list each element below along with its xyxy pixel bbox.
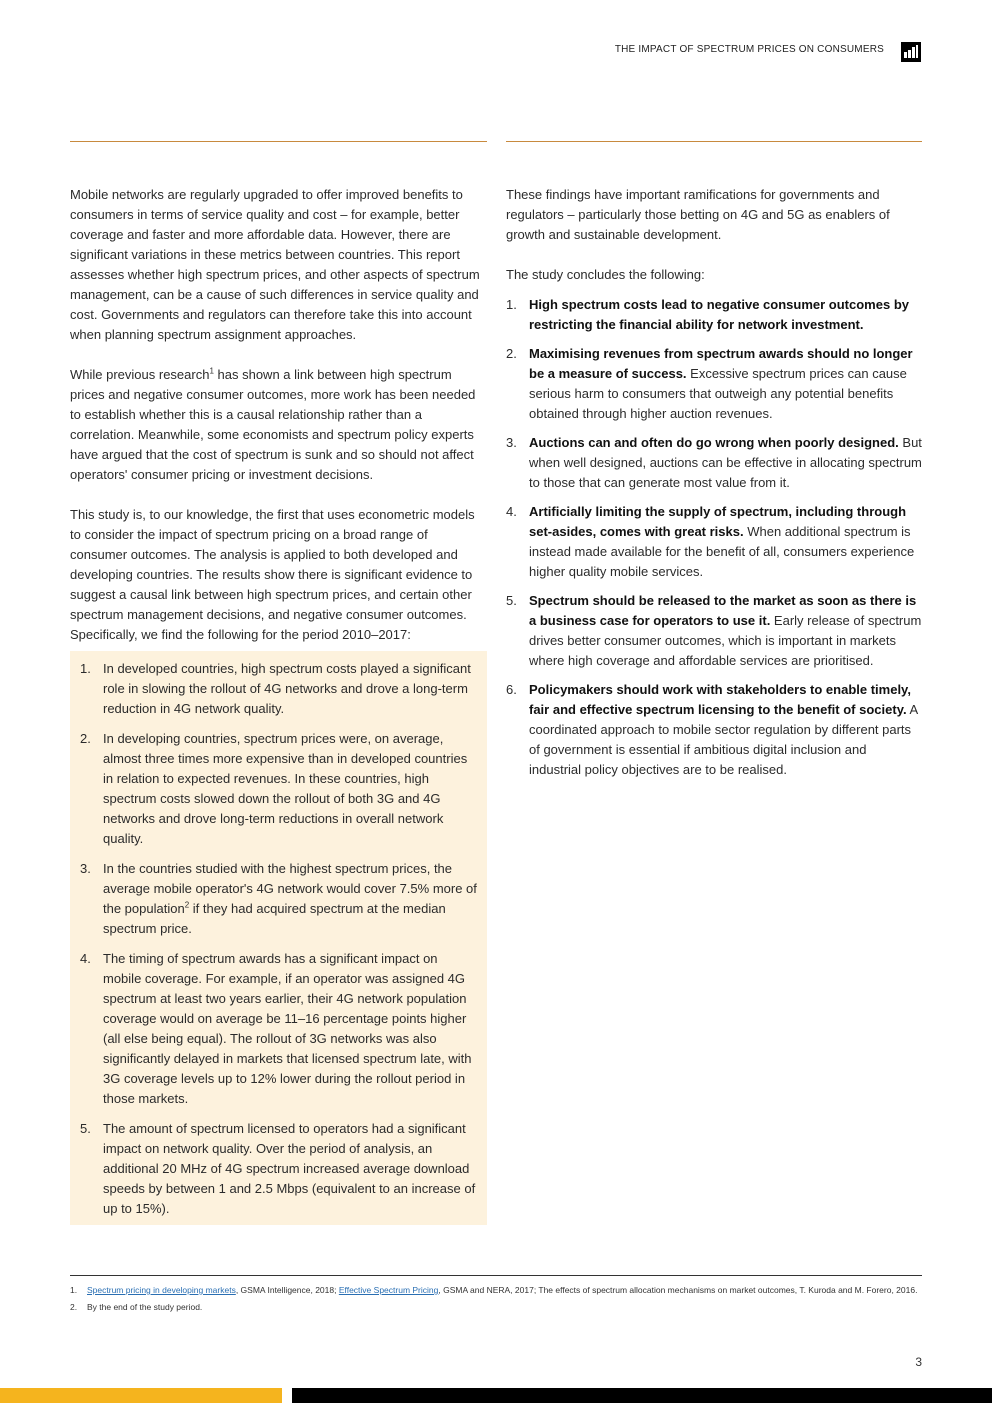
list-item: 3. In the countries studied with the highest spectrum prices, the average mobile operator's 4G network would cover 7.5% more of the population$^2$ if they had acquired spectrum at the median spectrum price. — [80, 861, 477, 936]
list-item: 2. Maximising revenues from spectrum awards should no longer be a measure of success. Excessive spectrum prices can cause serious harm to consumers that outweigh any potential benefits obtained through higher auction revenues. — [506, 346, 913, 421]
spectrum-pricing-link[interactable]: Spectrum pricing in developing markets — [87, 1285, 236, 1295]
research-paragraph: While previous research$^1$ has shown a link between high spectrum prices and negative consumer outcomes, more work has been needed to establish whether this is a causal relationship rather than a correlation. Meanwhile, some economists and spectrum policy experts have argued that the cost of spectrum is sunk and so should not affect operators' consumer pricing or investment decisions. — [70, 366, 476, 482]
footnote-ref-1[interactable]: 1 — [209, 366, 214, 376]
list-item: 6. Policymakers should work with stakeholders to enable timely, fair and effective spectrum licensing to the benefit of society. A coordinated approach to mobile sector regulation by different parts of government is essential if ambitious digital inclusion and industrial policy objectives are to be realised. — [506, 682, 918, 777]
list-item: 4. The timing of spectrum awards has a significant impact on mobile coverage. For example, if an operator was assigned 4G spectrum at least two years earlier, their 4G network population coverage would on average be 11–16 percentage points higher (all else being equal). The rollout of 3G networks was also significantly delayed in markets that licensed spectrum late, with 3G coverage levels up to 12% lower during the rollout period in those markets. — [80, 951, 472, 1106]
footnote-1: 1. Spectrum pricing in developing markets, GSMA Intelligence, 2018; Effective Spectrum Pricing, GSMA and NERA, 2017; The effects of spectrum allocation mechanisms on market outcomes, T. Kuroda and M. Forero, 2016. — [70, 1285, 918, 1295]
findings-box — [70, 651, 487, 1225]
list-item: 5. Spectrum should be released to the market as soon as there is a business case for operators to use it. Early release of spectrum drives better consumer outcomes, which is important in markets where high coverage and affordable services are prioritised. — [506, 593, 922, 668]
study-paragraph: This study is, to our knowledge, the first that uses econometric models to consider the impact of spectrum pricing on a broad range of consumer outcomes. The analysis is applied to both developed and developing countries. The results show there is significant evidence to suggest a causal link between high spectrum prices, and certain other spectrum management decisions, and negative consumer outcomes. Specifically, we find the following for the period 2010–2017: — [70, 507, 475, 642]
conclusion-intro: The study concludes the following: — [506, 267, 705, 282]
chart-icon — [901, 42, 921, 62]
list-item: 2. In developing countries, spectrum prices were, on average, almost three times more expensive than in developed countries in relation to expected revenues. In these countries, high spectrum costs slowed down the rollout of both 3G and 4G networks and drove long-term reductions in overall network quality. — [80, 731, 468, 846]
left-divider — [70, 141, 487, 142]
left-column — [70, 185, 487, 1225]
footnotes — [70, 1285, 922, 1319]
footnote-2: 2. By the end of the study period. — [70, 1302, 203, 1312]
footer-bar-yellow — [0, 1388, 282, 1403]
list-item: 3. Auctions can and often do go wrong when poorly designed. But when well designed, auctions can be effective in allocating spectrum to those that can generate most value from it. — [506, 435, 922, 490]
right-column — [506, 185, 922, 789]
right-divider — [506, 141, 922, 142]
list-item: 4. Artificially limiting the supply of spectrum, including through set-asides, comes with great risks. When additional spectrum is instead made available for the benefit of all, consumers experience higher quality mobile services. — [506, 504, 915, 579]
intro-paragraph: Mobile networks are regularly upgraded to offer improved benefits to consumers in terms of service quality and cost – for example, better coverage and faster and more affordable data. However, there are significant variations in these metrics between countries. This report assesses whether high spectrum prices, and other aspects of spectrum management, can be a cause of such differences in service quality and cost. Governments and regulators can therefore take this into account when planning spectrum assignment approaches. — [70, 187, 480, 342]
footer-bar-black — [292, 1388, 992, 1403]
ramifications-paragraph: These findings have important ramifications for governments and regulators – particularly those betting on 4G and 5G as enablers of growth and sustainable development. — [506, 187, 890, 242]
list-item: 1. In developed countries, high spectrum costs played a significant role in slowing the rollout of 4G networks and drove a long-term reduction in 4G network quality. — [80, 661, 471, 716]
footnote-ref-2[interactable]: 2 — [184, 900, 190, 910]
page-number: 3 — [915, 1355, 922, 1369]
list-item: 1. High spectrum costs lead to negative consumer outcomes by restricting the financial ability for network investment. — [506, 297, 909, 332]
footnote-divider — [70, 1275, 922, 1276]
conclusions-list — [506, 295, 922, 780]
running-header: THE IMPACT OF SPECTRUM PRICES ON CONSUMERS — [614, 44, 884, 55]
effective-spectrum-pricing-link[interactable]: Effective Spectrum Pricing — [338, 1285, 439, 1295]
list-item: 5. The amount of spectrum licensed to operators had a significant impact on network quality. Over the period of analysis, an additional 20 MHz of 4G spectrum increased average download speeds by between 1 and 2.5 Mbps (equivalent to an increase of up to 15%). — [80, 1121, 476, 1216]
